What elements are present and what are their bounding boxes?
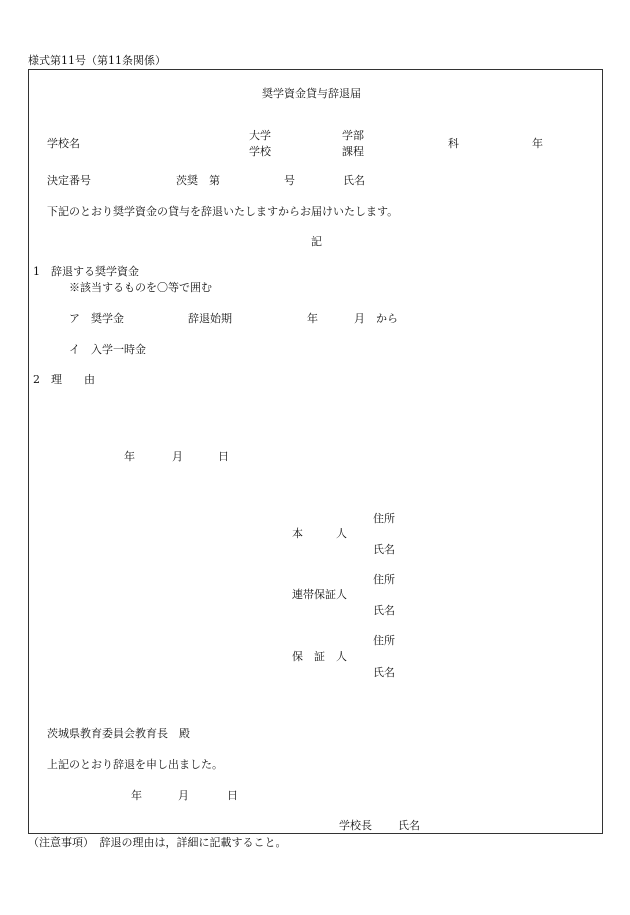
declaration-statement: 下記のとおり奨学資金の貸与を辞退いたしますからお届けいたします。 [47,205,399,218]
self-name-label: 氏名 [373,543,395,556]
date2-month: 月 [178,789,189,802]
decision-number-label: 決定番号 [47,174,91,187]
self-label: 本 人 [292,527,347,540]
withdrawal-start-label: 辞退始期 [188,312,232,325]
department-label: 科 [448,137,459,150]
date2-day: 日 [227,789,238,802]
decision-suffix: 号 [284,174,295,187]
school-name-label: 学校名 [47,137,80,150]
start-year-label: 年 [307,312,318,325]
joint-guarantor-label: 連帯保証人 [292,588,347,601]
guarantor-name-label: 氏名 [373,666,395,679]
guarantor-label: 保 証 人 [292,650,347,663]
date2-year: 年 [131,789,142,802]
joint-guarantor-name-label: 氏名 [373,604,395,617]
ki-heading: 記 [311,235,322,248]
principal-name-label: 氏名 [398,819,420,832]
section1-note: ※該当するものを〇等で囲む [69,281,212,294]
addressee: 茨城県教育委員会教育長 殿 [47,727,190,740]
item-entrance-grant: イ 入学一時金 [69,343,146,356]
form-frame [28,69,603,834]
date1-day: 日 [218,450,229,463]
university-label: 大学 [249,129,271,142]
section1-heading: 1 辞退する奨学資金 [33,265,139,278]
start-month-label: 月 から [354,312,398,325]
principal-label: 学校長 [339,819,372,832]
item-scholarship: ア 奨学金 [69,312,124,325]
joint-guarantor-address-label: 住所 [373,573,395,586]
faculty-label: 学部 [342,129,364,142]
grade-year-label: 年 [532,137,543,150]
school-statement: 上記のとおり辞退を申し出ました。 [47,758,223,771]
date1-month: 月 [172,450,183,463]
form-number: 様式第11号（第11条関係） [28,54,166,67]
section2-heading: 2 理 由 [33,373,95,386]
form-title: 奨学資金貸与辞退届 [262,87,361,100]
school-label: 学校 [249,145,271,158]
decision-prefix: 茨奨 第 [176,174,220,187]
course-label: 課程 [342,145,364,158]
guarantor-address-label: 住所 [373,634,395,647]
self-address-label: 住所 [373,512,395,525]
student-name-label: 氏名 [343,174,365,187]
notes: （注意事項） 辞退の理由は，詳細に記載すること。 [28,836,287,849]
date1-year: 年 [124,450,135,463]
